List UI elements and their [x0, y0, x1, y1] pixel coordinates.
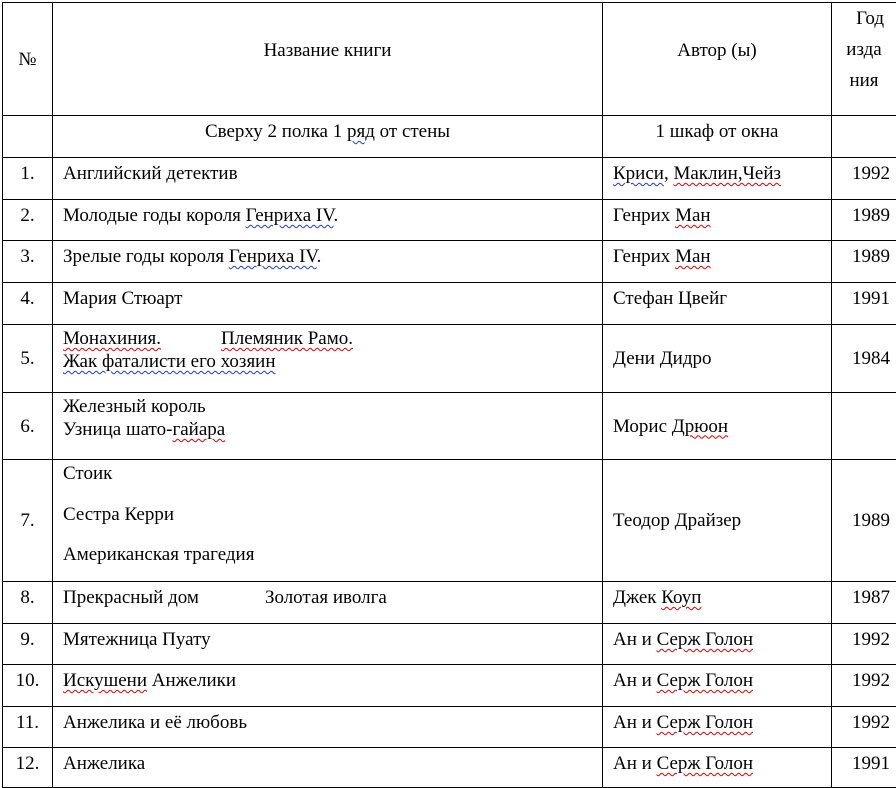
row-title: Молодые годы короля Генриха IV. [53, 200, 603, 241]
row-year: 1992 [832, 158, 896, 200]
header-row [3, 3, 896, 116]
header-year-line3: ния [832, 65, 896, 96]
location-shelf: Сверху 2 полка 1 ряд от стены [53, 116, 603, 158]
row-author: Ан и Серж Голон [603, 748, 832, 788]
row-title: Анжелика и её любовь [53, 707, 603, 748]
row-num: 12. [3, 748, 53, 788]
row-year: 1992 [832, 624, 896, 665]
header-year [832, 3, 896, 116]
row-author: Ан и Серж Голон [603, 624, 832, 665]
table-row [3, 624, 896, 665]
row-year: 1987 [832, 582, 896, 624]
table-row [3, 460, 896, 582]
row-author: Криси, Маклин,Чейз [603, 158, 832, 200]
row-title-line: Американская трагедия [63, 543, 602, 566]
row-author: Стефан Цвейг [603, 283, 832, 325]
row-title: Анжелика [53, 748, 603, 788]
row-title-line: Монахиния. Племяник Рамо. [63, 327, 602, 350]
row-year: 1992 [832, 665, 896, 707]
row-title: Мятежница Пуату [53, 624, 603, 665]
row-num: 1. [3, 158, 53, 200]
row-title-line: Сестра Керри [63, 503, 602, 526]
books-table [2, 2, 896, 788]
row-author: Ан и Серж Голон [603, 707, 832, 748]
row-title: Мария Стюарт [53, 283, 603, 325]
row-year: 1989 [832, 460, 896, 582]
table-row [3, 582, 896, 624]
location-year [832, 116, 896, 158]
row-num: 7. [3, 460, 53, 582]
row-title-line: Жак фаталисти его хозяин [63, 350, 602, 373]
row-author: Ан и Серж Голон [603, 665, 832, 707]
row-num: 10. [3, 665, 53, 707]
row-title: Английский детектив [53, 158, 603, 200]
row-title: Прекрасный дом Золотая иволга [53, 582, 603, 624]
header-author: Автор (ы) [603, 3, 832, 116]
row-author: Генрих Ман [603, 200, 832, 241]
header-year-line2: изда [832, 34, 896, 65]
table-row [3, 393, 896, 460]
row-num: 2. [3, 200, 53, 241]
row-title [53, 393, 603, 460]
row-year: 1989 [832, 241, 896, 283]
header-title: Название книги [53, 3, 603, 116]
row-author: Дени Дидро [603, 325, 832, 393]
row-author: Теодор Драйзер [603, 460, 832, 582]
table-row [3, 665, 896, 707]
row-year [832, 393, 896, 460]
row-year: 1984 [832, 325, 896, 393]
location-cabinet: 1 шкаф от окна [603, 116, 832, 158]
row-title: Искушени Анжелики [53, 665, 603, 707]
header-num: № [3, 3, 53, 116]
row-num: 9. [3, 624, 53, 665]
row-title-line: Узница шато-гайара [63, 418, 602, 441]
table-row [3, 200, 896, 241]
row-title-line: Стоик [63, 462, 602, 485]
row-year: 1992 [832, 707, 896, 748]
row-num: 8. [3, 582, 53, 624]
row-num: 3. [3, 241, 53, 283]
row-num: 11. [3, 707, 53, 748]
row-title [53, 460, 603, 582]
table-row [3, 241, 896, 283]
table-row [3, 283, 896, 325]
row-author: Морис Дрюон [603, 393, 832, 460]
row-num: 4. [3, 283, 53, 325]
table-row [3, 748, 896, 788]
table-row [3, 325, 896, 393]
table-row [3, 707, 896, 748]
row-title-line: Железный король [63, 395, 602, 418]
location-num [3, 116, 53, 158]
row-title [53, 325, 603, 393]
row-year: 1989 [832, 200, 896, 241]
row-title: Зрелые годы короля Генриха IV. [53, 241, 603, 283]
row-year: 1991 [832, 748, 896, 788]
row-author: Генрих Ман [603, 241, 832, 283]
table-row [3, 158, 896, 200]
row-num: 5. [3, 325, 53, 393]
row-num: 6. [3, 393, 53, 460]
row-year: 1991 [832, 283, 896, 325]
header-year-line1: Год [832, 3, 896, 34]
row-author: Джек Коуп [603, 582, 832, 624]
location-row [3, 116, 896, 158]
